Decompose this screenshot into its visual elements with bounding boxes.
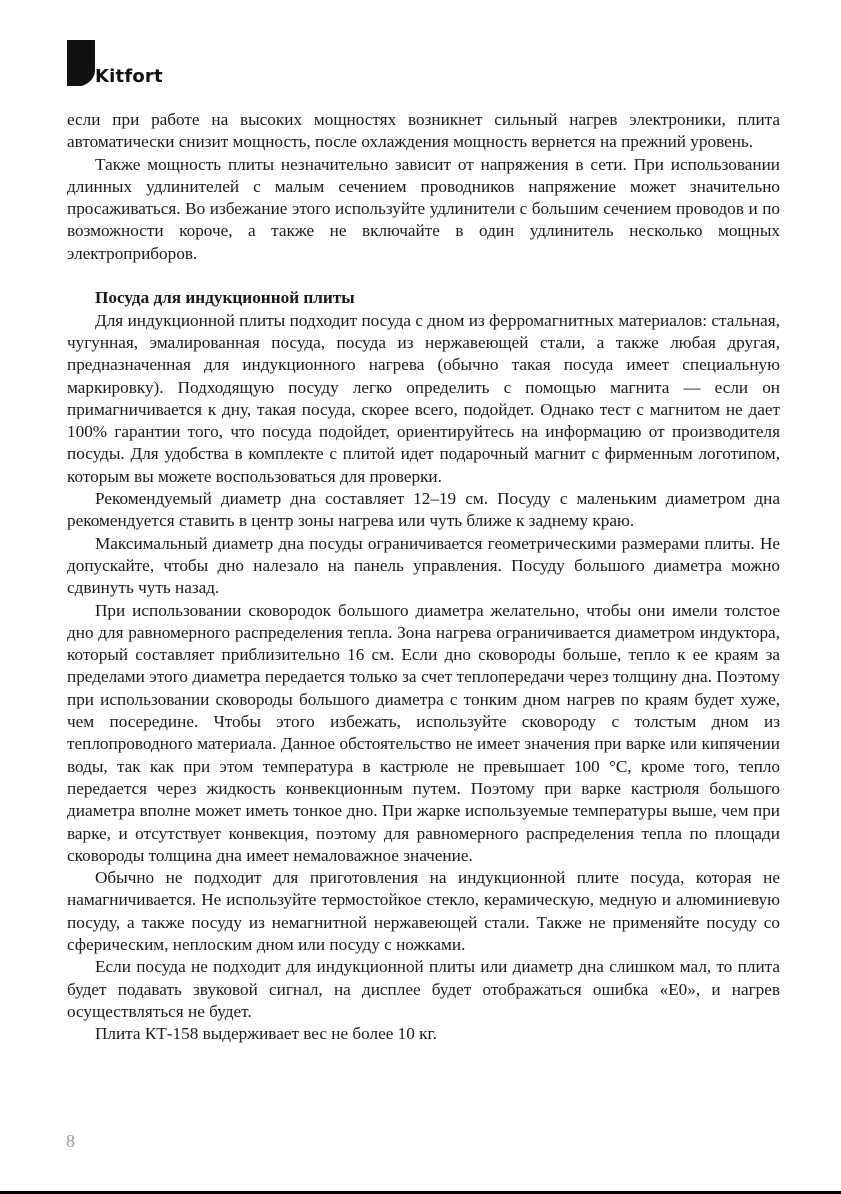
paragraph-recommended-diameter: Рекомендуемый диаметр дна составляет 12–19 см. Посуду с маленьким диаметром дна рекомендуется ставить в центр зоны нагрева или чуть ближе к заднему краю. — [67, 489, 780, 531]
document-body — [67, 109, 780, 1045]
kitfort-logo-mark-icon — [67, 40, 95, 86]
paragraph-overheat: если при работе на высоких мощностях возникнет сильный нагрев электроники, плита автоматически снизит мощность, после охлаждения мощность вернется на прежний уровень. — [67, 110, 780, 152]
section-title: Посуда для индукционной плиты — [95, 288, 355, 308]
paragraph-error-e0: Если посуда не подходит для индукционной плиты или диаметр дна слишком мал, то плита будет подавать звуковой сигнал, на дисплее будет отображаться ошибка «E0», и нагрев осуществляться не будет. — [67, 957, 780, 1021]
page-number: 8 — [66, 1131, 75, 1151]
paragraph-suitable-cookware: Для индукционной плиты подходит посуда с дном из ферромагнитных материалов: стальная, чугунная, эмалированная посуда, посуда из нержавеющей стали, а также любая другая, предназначенная для индукционного нагрева (обычно такая посуда имеет специальную маркировку). Подходящую посуду легко определить с помощью магнита — если он примагничивается к дну, такая посуда, скорее всего, подойдет. Однако тест с магнитом не дает 100% гарантии того, что посуда подойдет, ориентируйтесь на информацию от производителя посуды. Для удобства в комплекте с плитой идет подарочный магнит с фирменным логотипом, которым вы можете воспользоваться для проверки. — [67, 310, 780, 486]
paragraph-max-weight: Плита КТ-158 выдерживает вес не более 10 кг. — [95, 1024, 437, 1044]
paragraph-max-diameter: Максимальный диаметр дна посуды ограничивается геометрическими размерами плиты. Не допускайте, чтобы дно налезало на панель управления. Посуду большого диаметра можно сдвинуть чуть назад. — [67, 533, 780, 598]
paragraph-voltage: Также мощность плиты незначительно зависит от напряжения в сети. При использовании длинных удлинителей с малым сечением проводников напряжение может значительно просаживаться. Во избежание этого используйте удлинители с большим сечением проводов и по возможности короче, а также не включайте в один удлинитель несколько мощных электроприборов. — [67, 154, 780, 263]
kitfort-logo — [67, 40, 177, 90]
brand-name: Kitfort — [95, 66, 163, 87]
paragraph-large-pans: При использовании сковородок большого диаметра желательно, чтобы они имели толстое дно для равномерного распределения тепла. Зона нагрева ограничивается диаметром индуктора, который составляет приблизительно 16 см. Если дно сковороды больше, тепло к ее краям за пределами этого диаметра передается только за счет теплопередачи через толщину дна. Поэтому при использовании сковороды большого диаметра с тонким дном нагрев по краям будет хуже, чем посередине. Чтобы этого избежать, используйте сковороду с толстым дном из теплопроводного материала. Данное обстоятельство не имеет значения при варке или кипячении воды, так как при этом температура в кастрюле не превышает 100 °C, кроме того, тепло передается через жидкость конвекционным путем. Поэтому при варке кастрюля большого диаметра вполне может иметь тонкое дно. При жарке используемые температуры выше, чем при варке, и отсутствует конвекция, поэтому для равномерного распределения тепла по площади сковороды толщина дна имеет немаловажное значение. — [67, 600, 780, 865]
paragraph-unsuitable-cookware: Обычно не подходит для приготовления на индукционной плите посуда, которая не намагничивается. Не используйте термостойкое стекло, керамическую, медную и алюминиевую посуду, а также посуду из немагнитной нержавеющей стали. Также не применяйте посуду со сферическим, неплоским дном или посуду с ножками. — [67, 868, 780, 954]
